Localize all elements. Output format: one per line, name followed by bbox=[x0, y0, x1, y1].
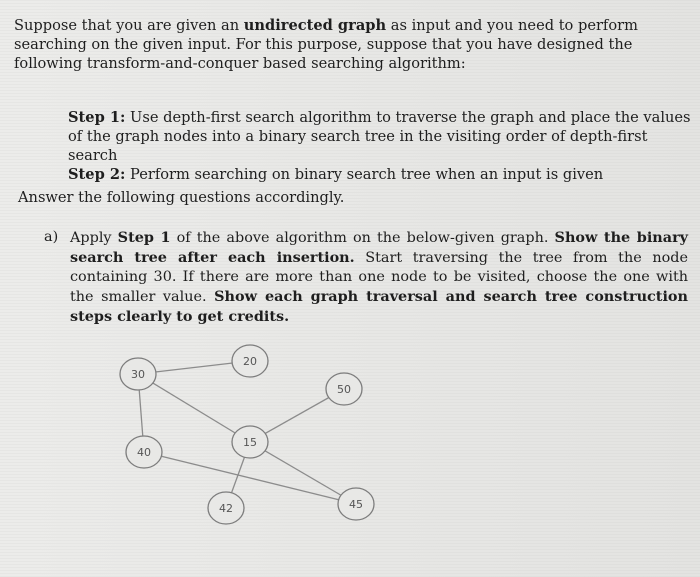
step-1-label: Step 1: bbox=[68, 109, 126, 126]
step-2-text: Perform searching on binary search tree when an input is given bbox=[125, 166, 604, 183]
step-1-text: Use depth-first search algorithm to traverse the graph and place the values of the graph nodes into a binary search tree in the visiting order of depth-first search bbox=[68, 109, 691, 164]
qa-text-2: of the above algorithm on the below-given graph. bbox=[170, 230, 555, 246]
graph-node-40 bbox=[126, 436, 162, 468]
intro-bold-undirected-graph: undirected graph bbox=[243, 17, 387, 34]
node-label: 30 bbox=[131, 368, 145, 381]
graph-node-20 bbox=[232, 345, 268, 377]
answer-instruction: Answer the following questions accordingly. bbox=[18, 189, 345, 206]
qa-bold-show-tree: Show the binary search tree after each insertion. bbox=[70, 229, 689, 266]
node-label: 42 bbox=[219, 502, 233, 515]
node-label: 15 bbox=[243, 436, 257, 449]
graph-node-42 bbox=[208, 492, 244, 524]
edge-n15-n45 bbox=[250, 442, 356, 504]
qa-text-3: Start traversing the tree from the node containing 30. If there are more than one node to be visited, choose the one with the smaller value. bbox=[70, 250, 688, 305]
node-label: 50 bbox=[337, 383, 351, 396]
step-2-label: Step 2: bbox=[68, 166, 126, 183]
intro-text-1: Suppose that you are given an bbox=[14, 17, 244, 34]
graph-node-45 bbox=[338, 488, 374, 520]
intro-text-2: as input and you need to perform searching on the given input. For this purpose, suppose that you have designed the following transform-and-conquer based searching algorithm: bbox=[14, 17, 638, 72]
node-label: 40 bbox=[137, 446, 151, 459]
edge-n40-n45 bbox=[144, 452, 356, 504]
edge-n30-n15 bbox=[138, 374, 250, 442]
graph-node-30 bbox=[120, 358, 156, 390]
node-label: 45 bbox=[349, 498, 363, 511]
qa-bold-step1: Step 1 bbox=[117, 229, 171, 246]
graph-node-15 bbox=[232, 426, 268, 458]
qa-text-1: Apply bbox=[70, 230, 118, 246]
graph-node-50 bbox=[326, 373, 362, 405]
question-a-label: a) bbox=[44, 229, 59, 245]
qa-bold-show-steps: Show each graph traversal and search tree construction steps clearly to get credits. bbox=[70, 288, 688, 325]
node-label: 20 bbox=[243, 355, 257, 368]
